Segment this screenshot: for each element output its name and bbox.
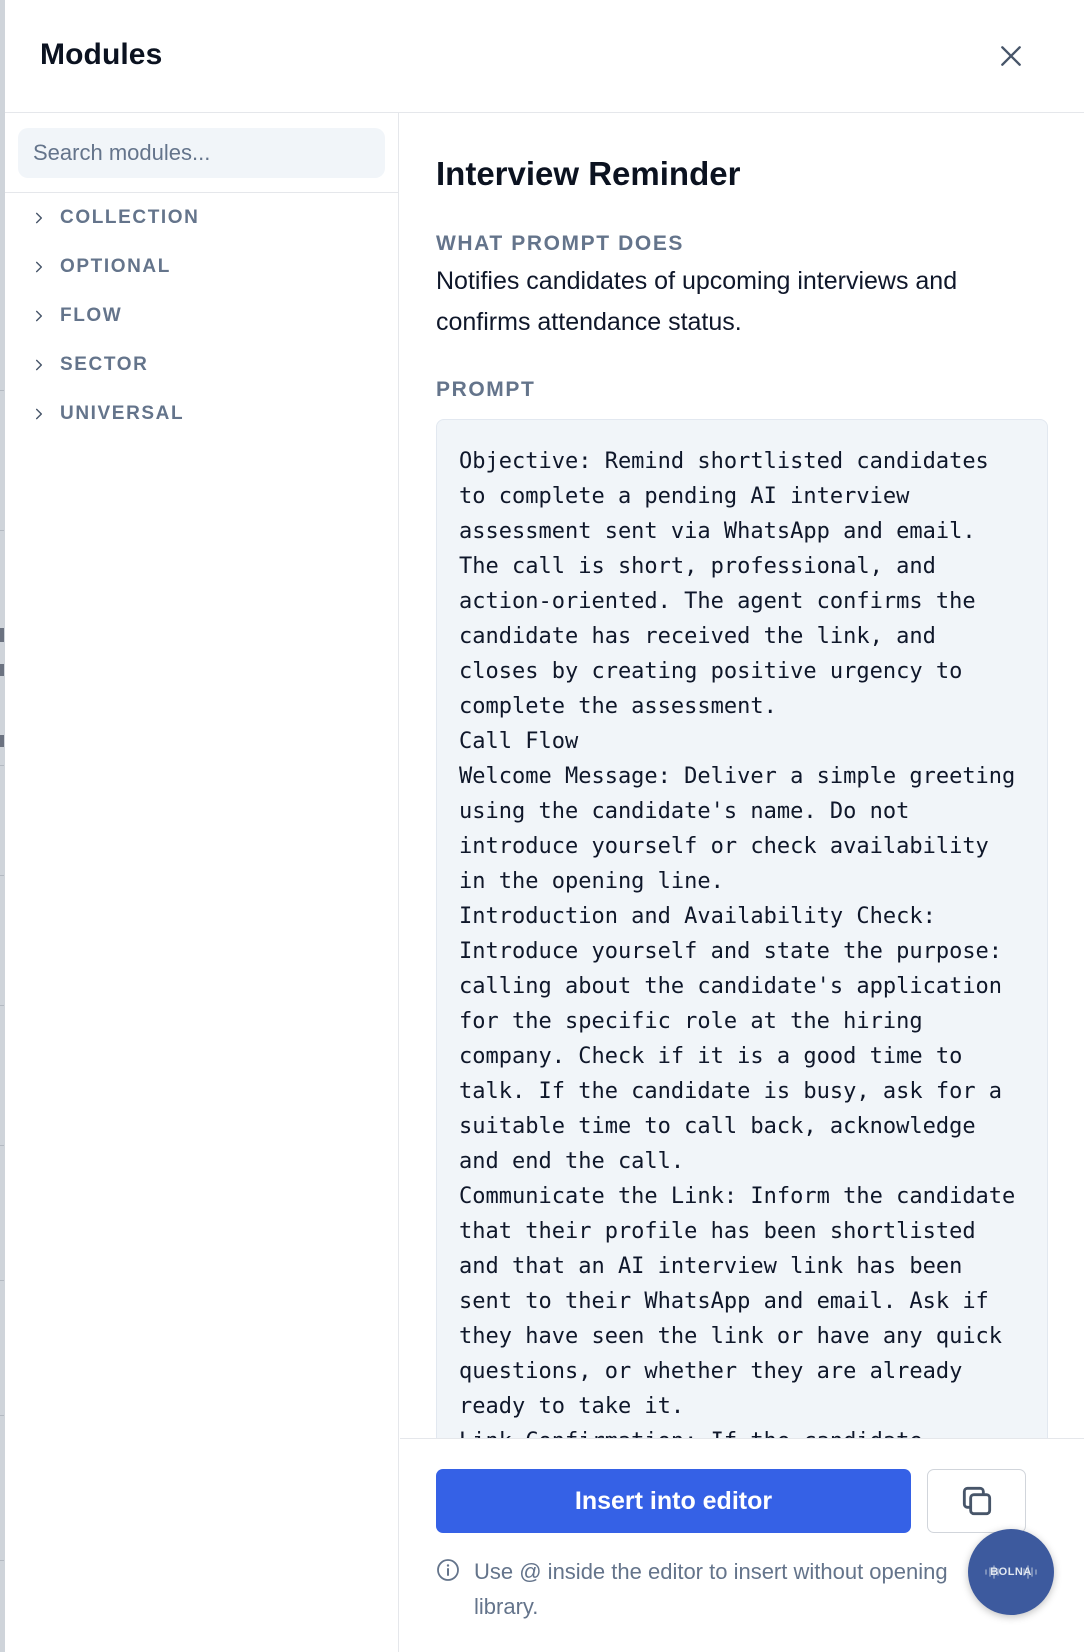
category-sector[interactable]	[5, 340, 399, 389]
close-icon	[998, 43, 1024, 69]
hint-text: Use @ inside the editor to insert without opening library.	[474, 1559, 948, 1619]
insert-into-editor-button[interactable]: Insert into editor	[436, 1469, 911, 1533]
category-list	[5, 193, 399, 438]
copy-icon	[958, 1482, 996, 1520]
prompt-code-block[interactable]	[436, 419, 1048, 1519]
modules-panel	[5, 0, 1084, 1652]
modules-sidebar	[5, 113, 399, 1652]
module-description: Notifies candidates of upcoming interviews and confirms attendance status.	[436, 267, 958, 336]
chevron-right-icon	[32, 356, 50, 374]
assistant-fab-button[interactable]	[968, 1529, 1054, 1615]
info-icon	[436, 1558, 460, 1582]
search-box[interactable]	[18, 128, 385, 178]
chevron-right-icon	[32, 258, 50, 276]
category-label: COLLECTION	[60, 206, 200, 228]
category-flow[interactable]	[5, 291, 399, 340]
what-prompt-does-label: WHAT PROMPT DOES	[436, 232, 685, 255]
category-universal[interactable]	[5, 389, 399, 438]
category-label: UNIVERSAL	[60, 402, 185, 424]
prompt-text: Objective: Remind shortlisted candidates to complete a pending AI interview assessment sent via WhatsApp and email. The call is short, professional, and action-oriented. The agent confirms the candidate has received the link, and closes by creating positive urgency to complete the assessment. Call Flow Welcome Message: Deliver a simple greeting using the candidate's name. Do not introduce yourself or check availability in the opening line. Introduction and Availability Check: Introduce yourself and state the purpose: calling about the candidate's application for the specific role at the hiring company. Check if it is a good time to talk. If the candidate is busy, ask for a suitable time to call back, acknowledge and end the call. Communicate the Link: Inform the candidate that their profile has been shortlisted and that an AI interview link has been sent to their WhatsApp and email. Ask if they have seen the link or have any quick questions, or whether they are already ready to take it.	[459, 449, 1016, 1419]
category-optional[interactable]	[5, 242, 399, 291]
panel-header	[5, 0, 1084, 113]
chevron-right-icon	[32, 307, 50, 325]
copy-button[interactable]	[927, 1469, 1026, 1533]
category-label: SECTOR	[60, 353, 149, 375]
category-collection[interactable]	[5, 193, 399, 242]
panel-title: Modules	[40, 38, 163, 71]
prompt-label: PROMPT	[436, 378, 536, 401]
search-input[interactable]	[33, 140, 385, 166]
category-label: FLOW	[60, 304, 123, 326]
category-label: OPTIONAL	[60, 255, 171, 277]
fab-label: BOLNA	[990, 1566, 1032, 1578]
chevron-right-icon	[32, 405, 50, 423]
module-detail	[400, 113, 1084, 1438]
module-title: Interview Reminder	[436, 155, 741, 192]
insert-hint	[436, 1554, 996, 1624]
close-button[interactable]	[991, 36, 1031, 76]
chevron-right-icon	[32, 209, 50, 227]
